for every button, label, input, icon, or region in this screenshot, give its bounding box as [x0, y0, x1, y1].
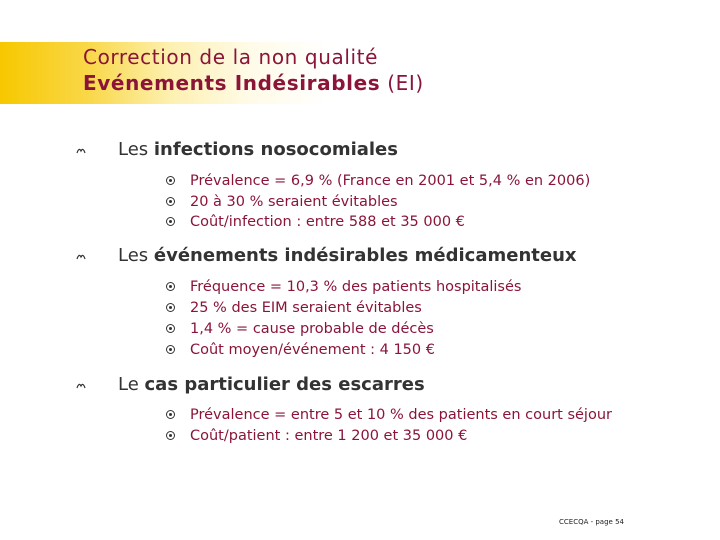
section-prefix: Les [118, 245, 154, 266]
section-bullet-icon [76, 251, 86, 261]
radio-bullet-icon [166, 217, 175, 226]
list-item-text: Prévalence = 6,9 % (France en 2001 et 5,4 % en 2006) [190, 173, 591, 189]
radio-bullet-icon [166, 176, 175, 185]
section-bold: événements indésirables médicamenteux [153, 245, 577, 266]
radio-bullet-icon [166, 303, 175, 312]
section-heading-medicaments [76, 245, 577, 267]
section-prefix: Le [118, 374, 145, 395]
section-bold: cas particulier des escarres [144, 374, 425, 395]
section-bullet-icon [76, 380, 86, 390]
radio-bullet-icon [166, 410, 175, 419]
section-bold: infections nosocomiales [153, 139, 398, 160]
section-heading-escarres [76, 374, 425, 396]
title-line2-rest: (EI) [380, 71, 424, 95]
section-prefix: Les [118, 139, 154, 160]
section-bullet-icon [76, 145, 86, 155]
radio-bullet-icon [166, 345, 175, 354]
list-item-text: 25 % des EIM seraient évitables [190, 300, 422, 316]
title-line2-bold: Evénements Indésirables [83, 71, 381, 95]
title-line2 [83, 70, 424, 96]
radio-bullet-icon [166, 431, 175, 440]
list-item-text: 1,4 % = cause probable de décès [190, 321, 434, 337]
page-footer: CCECQA - page 54 [559, 518, 624, 526]
list-item-text: Fréquence = 10,3 % des patients hospitalisés [190, 279, 522, 295]
list-item-text: Prévalence = entre 5 et 10 % des patients en court séjour [190, 407, 612, 423]
slide-title [83, 44, 424, 96]
list-item-text: Coût/patient : entre 1 200 et 35 000 € [190, 428, 468, 444]
radio-bullet-icon [166, 324, 175, 333]
section-heading-infections [76, 139, 398, 161]
radio-bullet-icon [166, 282, 175, 291]
list-item-text: Coût/infection : entre 588 et 35 000 € [190, 214, 465, 230]
radio-bullet-icon [166, 197, 175, 206]
list-item-text: 20 à 30 % seraient évitables [190, 194, 398, 210]
title-line1: Correction de la non qualité [83, 45, 378, 69]
list-item-text: Coût moyen/événement : 4 150 € [190, 342, 435, 358]
